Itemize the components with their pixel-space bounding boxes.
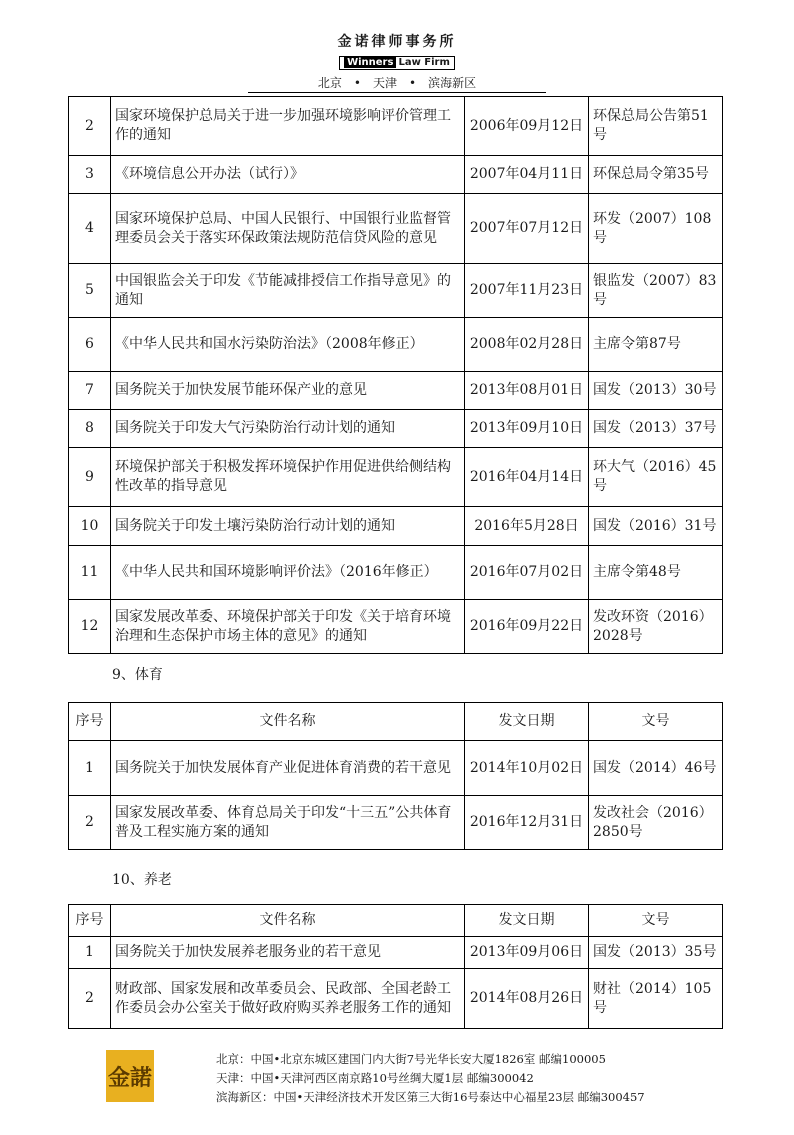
cell-doc: 环发（2007）108号 [589,194,723,264]
header-doc: 文号 [589,703,723,741]
cell-no: 4 [69,194,111,264]
firm-name-cn: 金诺律师事务所 [337,34,457,50]
table-row [69,507,723,546]
cell-name: 《中华人民共和国环境影响评价法》（2016年修正） [111,546,465,600]
cell-no: 12 [69,600,111,654]
table-row [69,264,723,318]
cell-date: 2014年08月26日 [465,969,589,1029]
cell-no: 8 [69,410,111,448]
letterhead [0,34,794,70]
cell-date: 2007年04月11日 [465,156,589,194]
table-row [69,410,723,448]
table-row [69,97,723,156]
cell-date: 2014年10月02日 [465,741,589,796]
header-rule [248,92,546,93]
cell-date: 2016年04月14日 [465,448,589,507]
cell-name: 国家环境保护总局、中国人民银行、中国银行业监督管理委员会关于落实环保政策法规防范信贷风险的意见 [111,194,465,264]
footer-addresses [216,1050,645,1107]
table-row [69,546,723,600]
cell-no: 2 [69,969,111,1029]
firm-name-en-b: Law Firm [398,57,450,68]
table-row [69,600,723,654]
cell-name: 国务院关于印发大气污染防治行动计划的通知 [111,410,465,448]
cell-name: 国务院关于加快发展养老服务业的若干意见 [111,937,465,969]
cell-doc: 财社（2014）105号 [589,969,723,1029]
cell-date: 2007年07月12日 [465,194,589,264]
cell-date: 2013年09月10日 [465,410,589,448]
cell-name: 环境保护部关于积极发挥环境保护作用促进供给侧结构性改革的指导意见 [111,448,465,507]
cell-date: 2016年07月02日 [465,546,589,600]
cell-doc: 国发（2016）31号 [589,507,723,546]
table-row [69,194,723,264]
cell-name: 《中华人民共和国水污染防治法》（2008年修正） [111,318,465,372]
cell-doc: 环大气（2016）45号 [589,448,723,507]
cell-name: 国家环境保护总局关于进一步加强环境影响评价管理工作的通知 [111,97,465,156]
city-separator: • [353,76,361,90]
sports-table-body [69,741,723,850]
city-separator: • [409,76,417,90]
table-row [69,318,723,372]
cell-name: 财政部、国家发展和改革委员会、民政部、全国老龄工作委员会办公室关于做好政府购买养老服务工作的通知 [111,969,465,1029]
header-name: 文件名称 [111,703,465,741]
cell-no: 1 [69,741,111,796]
table-row [69,741,723,796]
header-date: 发文日期 [465,703,589,741]
cell-doc: 国发（2013）35号 [589,937,723,969]
address-binhai: 滨海新区：中国•天津经济技术开发区第三大街16号泰达中心福星23层 邮编300457 [216,1090,645,1104]
cell-doc: 发改环资（2016）2028号 [589,600,723,654]
table-header-row [69,905,723,937]
table-row [69,372,723,410]
table-row [69,156,723,194]
cell-no: 3 [69,156,111,194]
cell-no: 5 [69,264,111,318]
cell-no: 6 [69,318,111,372]
cell-no: 2 [69,796,111,850]
cell-doc: 环保总局公告第51号 [589,97,723,156]
cell-doc: 国发（2014）46号 [589,741,723,796]
cell-doc: 主席令第87号 [589,318,723,372]
city-beijing: 北京 [317,76,342,90]
cell-date: 2006年09月12日 [465,97,589,156]
firm-name-en-a: Winners [344,57,396,68]
header-doc: 文号 [589,905,723,937]
environment-table-body [69,97,723,654]
cell-doc: 环保总局令第35号 [589,156,723,194]
cell-doc: 国发（2013）30号 [589,372,723,410]
cell-no: 1 [69,937,111,969]
office-cities [0,76,794,90]
cell-date: 2008年02月28日 [465,318,589,372]
cell-no: 10 [69,507,111,546]
cell-date: 2016年12月31日 [465,796,589,850]
section-title-elderly: 10、养老 [112,872,172,888]
firm-logo: 金諾 [106,1050,154,1102]
cell-name: 国务院关于印发土壤污染防治行动计划的通知 [111,507,465,546]
header-no: 序号 [69,905,111,937]
cell-name: 《环境信息公开办法（试行）》 [111,156,465,194]
cell-no: 7 [69,372,111,410]
elderly-table-body [69,937,723,1029]
cell-no: 11 [69,546,111,600]
elderly-docs-table [68,904,723,1029]
table-row [69,796,723,850]
cell-no: 9 [69,448,111,507]
cell-doc: 国发（2013）37号 [589,410,723,448]
cell-name: 国家发展改革委、体育总局关于印发“十三五”公共体育普及工程实施方案的通知 [111,796,465,850]
cell-doc: 发改社会（2016）2850号 [589,796,723,850]
cell-name: 国家发展改革委、环境保护部关于印发《关于培育环境治理和生态保护市场主体的意见》的通知 [111,600,465,654]
table-row [69,448,723,507]
cell-no: 2 [69,97,111,156]
sports-docs-table [68,702,723,850]
header-date: 发文日期 [465,905,589,937]
environment-docs-table [68,96,723,654]
cell-date: 2016年09月22日 [465,600,589,654]
header-no: 序号 [69,703,111,741]
table-header-row [69,703,723,741]
cell-name: 国务院关于加快发展体育产业促进体育消费的若干意见 [111,741,465,796]
city-binhai: 滨海新区 [428,76,477,90]
cell-name: 国务院关于加快发展节能环保产业的意见 [111,372,465,410]
cell-doc: 银监发（2007）83号 [589,264,723,318]
cell-date: 2013年09月06日 [465,937,589,969]
table-row [69,969,723,1029]
cell-date: 2007年11月23日 [465,264,589,318]
city-tianjin: 天津 [372,76,397,90]
cell-date: 2013年08月01日 [465,372,589,410]
table-row [69,937,723,969]
cell-date: 2016年5月28日 [465,507,589,546]
address-beijing: 北京：中国•北京东城区建国门内大街7号光华长安大厦1826室 邮编100005 [216,1052,606,1066]
section-title-sports: 9、体育 [112,667,163,683]
cell-name: 中国银监会关于印发《节能减排授信工作指导意见》的通知 [111,264,465,318]
firm-name-en [339,56,455,70]
address-tianjin: 天津：中国•天津河西区南京路10号丝绸大厦1层 邮编300042 [216,1071,534,1085]
header-name: 文件名称 [111,905,465,937]
cell-doc: 主席令第48号 [589,546,723,600]
